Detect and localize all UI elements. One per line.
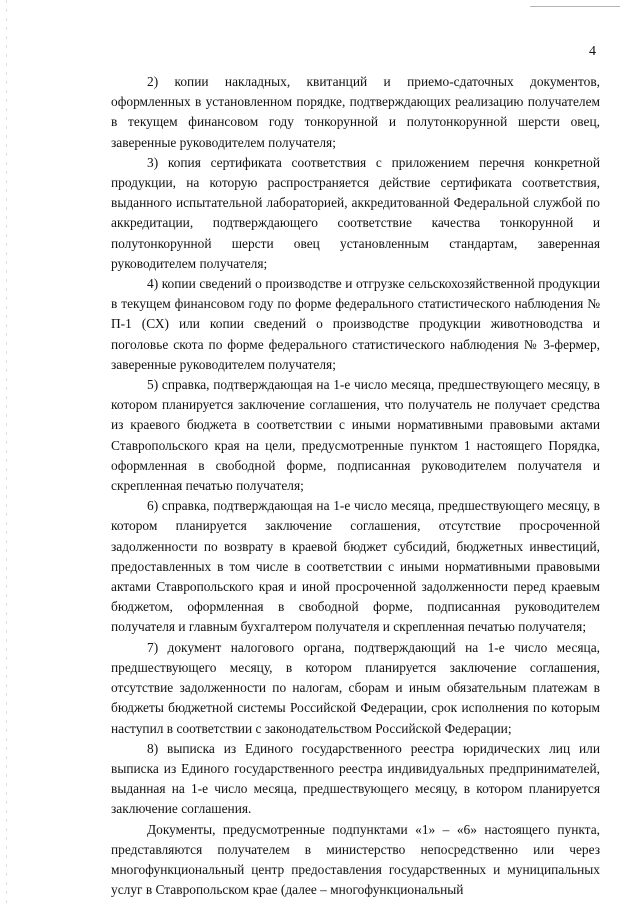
paragraph-documents: Документы, предусмотренные подпунктами «1» – «6» настоящего пункта, представляются получателем в министерство непосредственно или через многофункциональный центр предоставления государственных и муниципальных услуг в Ставропольском крае (далее – многофункциональный: [111, 821, 600, 898]
scan-edge-marks: [6, 0, 7, 905]
paragraph-item-5: 5) справка, подтверждающая на 1-е число месяца, предшествующего месяцу, в котором планируется заключение соглашения, что получатель не получает средства из краевого бюджета в соответствии с иными нормативными правовыми актами Ставропольского края на цели, предусмотренные пунктом 1 настоящего Порядка, оформленная в свободной форме, подписанная руководителем получателя и скрепленная печатью получателя;: [111, 377, 600, 494]
paragraph-item-8: 8) выписка из Единого государственного реестра юридических лиц или выписка из Единого государственного реестра индивидуальных предпринимателей, выданная на 1-е число месяца, предшествующего месяцу, в котором планируется заключение соглашения.: [111, 740, 600, 817]
paragraph-item-7: 7) документ налогового органа, подтверждающий на 1-е число месяца, предшествующего месяцу, в котором планируется заключение соглашения, отсутствие задолженности по налогам, сборам и иным обязательным платежам в бюджеты бюджетной системы Российской Федерации, срок исполнения по которым наступил в соответствии с законодательством Российской Федерации;: [111, 639, 600, 736]
scan-top-line: [530, 6, 620, 7]
document-body: [111, 72, 600, 900]
page-number: 4: [589, 44, 596, 59]
paragraph-item-4: 4) копии сведений о производстве и отгрузке сельскохозяйственной продукции в текущем финансовом году по форме федерального статистического наблюдения № П-1 (СХ) или копии сведений о производстве продукции животноводства и поголовье скота по форме федерального статистического наблюдения № 3-фермер, заверенные руководителем получателя;: [111, 276, 600, 372]
paragraph-item-2: 2) копии накладных, квитанций и приемо-сдаточных документов, оформленных в установленном порядке, подтверждающих реализацию получателем в текущем финансовом году тонкорунной и полутонкорунной шерсти овец, заверенные руководителем получателя;: [111, 74, 600, 150]
paragraph-item-3: 3) копия сертификата соответствия с приложением перечня конкретной продукции, на которую распространяется действие сертификата соответствия, выданного испытательной лабораторией, аккредитованной Федеральной службой по аккредитации, подтверждающего соответствие качества тонкорунной и полутонкорунной шерсти овец установленным стандартам, заверенная руководителем получателя;: [111, 154, 600, 271]
paragraph-item-6: 6) справка, подтверждающая на 1-е число месяца, предшествующего месяцу, в котором планируется заключение соглашения, отсутствие просроченной задолженности по возврату в краевой бюджет субсидий, бюджетных инвестиций, предоставленных в том числе в соответствии с иными нормативными правовыми актами Ставропольского края и иной просроченной задолженности перед краевым бюджетом, оформленная в свободной форме, подписанная руководителем получателя и главным бухгалтером получателя и скрепленная печатью получателя;: [111, 498, 600, 635]
